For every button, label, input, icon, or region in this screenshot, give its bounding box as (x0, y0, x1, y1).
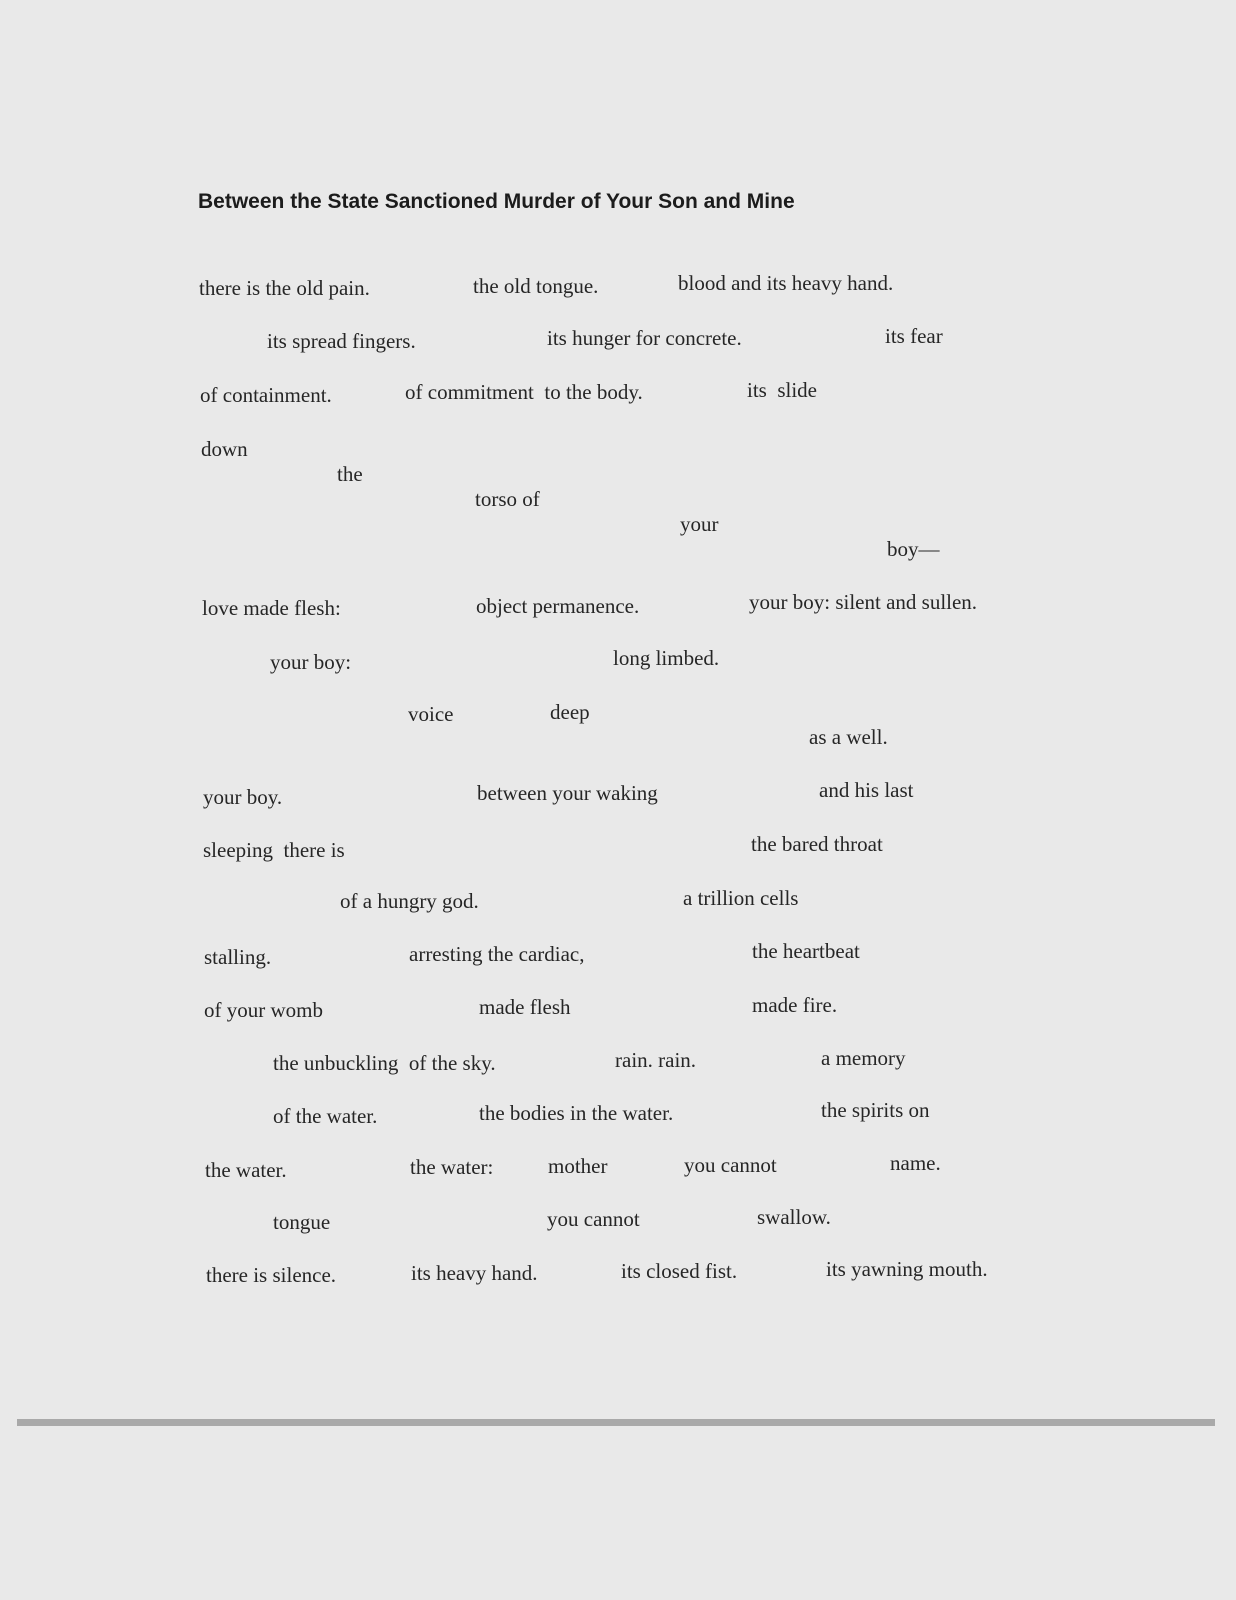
poem-fragment: and his last (819, 778, 914, 802)
poem-fragment: the spirits on (821, 1098, 930, 1122)
poem-fragment: of a hungry god. (340, 889, 479, 913)
poem-fragment: sleeping there is (203, 838, 345, 862)
poem-fragment: the water: (410, 1155, 494, 1179)
poem-fragment: the water. (205, 1158, 287, 1182)
poem-fragment: blood and its heavy hand. (678, 271, 894, 295)
poem-fragment: of containment. (200, 383, 332, 407)
poem-fragment: the heartbeat (752, 939, 860, 963)
poem-fragment: its closed fist. (621, 1259, 738, 1283)
poem-fragment: a memory (821, 1046, 906, 1070)
poem-fragment: your boy: silent and sullen. (749, 590, 978, 614)
poem-fragment: the bared throat (751, 832, 883, 856)
poem-fragment: of commitment to the body. (405, 380, 643, 404)
poem-fragment: mother (548, 1154, 608, 1178)
poem-fragment: object permanence. (476, 594, 640, 618)
poem-fragment: the bodies in the water. (479, 1101, 674, 1125)
poem-fragment: swallow. (757, 1205, 831, 1229)
poem-fragment: your boy. (203, 785, 283, 809)
poem-fragment: the unbuckling of the sky. (273, 1051, 496, 1075)
poem-fragment: deep (550, 700, 590, 724)
poem-fragment: a trillion cells (683, 886, 799, 910)
poem-fragment: the old tongue. (473, 274, 599, 298)
poem-fragment: of your womb (204, 998, 323, 1022)
poem-fragment: its spread fingers. (267, 329, 416, 353)
poem-fragment: you cannot (547, 1207, 640, 1231)
poem-fragment: as a well. (809, 725, 888, 749)
poem-fragment: between your waking (477, 781, 658, 805)
poem-fragment: there is silence. (206, 1263, 337, 1287)
poem-fragment: name. (890, 1151, 941, 1175)
poem-fragment: tongue (273, 1210, 331, 1234)
poem-fragment: down (201, 437, 248, 461)
poem-fragment: long limbed. (613, 646, 720, 670)
horizontal-divider (17, 1419, 1215, 1426)
poem-fragment: of the water. (273, 1104, 378, 1128)
poem-fragment: its slide (747, 378, 818, 402)
poem-fragment: its hunger for concrete. (547, 326, 742, 350)
poem-fragment: your (680, 512, 719, 536)
poem-fragment: there is the old pain. (199, 276, 370, 300)
poem-fragment: rain. rain. (615, 1048, 697, 1072)
poem-fragment: you cannot (684, 1153, 777, 1177)
poem-fragment: voice (408, 702, 454, 726)
poem-fragment: its yawning mouth. (826, 1257, 988, 1281)
poem-fragment: arresting the cardiac, (409, 942, 585, 966)
poem-fragment: its fear (885, 324, 943, 348)
poem-fragment: its heavy hand. (411, 1261, 538, 1285)
poem-fragment: made fire. (752, 993, 838, 1017)
poem-title: Between the State Sanctioned Murder of Your Son and Mine (198, 190, 795, 213)
poem-fragment: the (337, 462, 363, 486)
poem-fragment: stalling. (204, 945, 272, 969)
poem-fragment: torso of (475, 487, 540, 511)
poem-fragment: love made flesh: (202, 596, 341, 620)
poem-fragment: your boy: (270, 650, 352, 674)
poem-fragment: made flesh (479, 995, 571, 1019)
poem-fragment: boy— (887, 537, 940, 561)
